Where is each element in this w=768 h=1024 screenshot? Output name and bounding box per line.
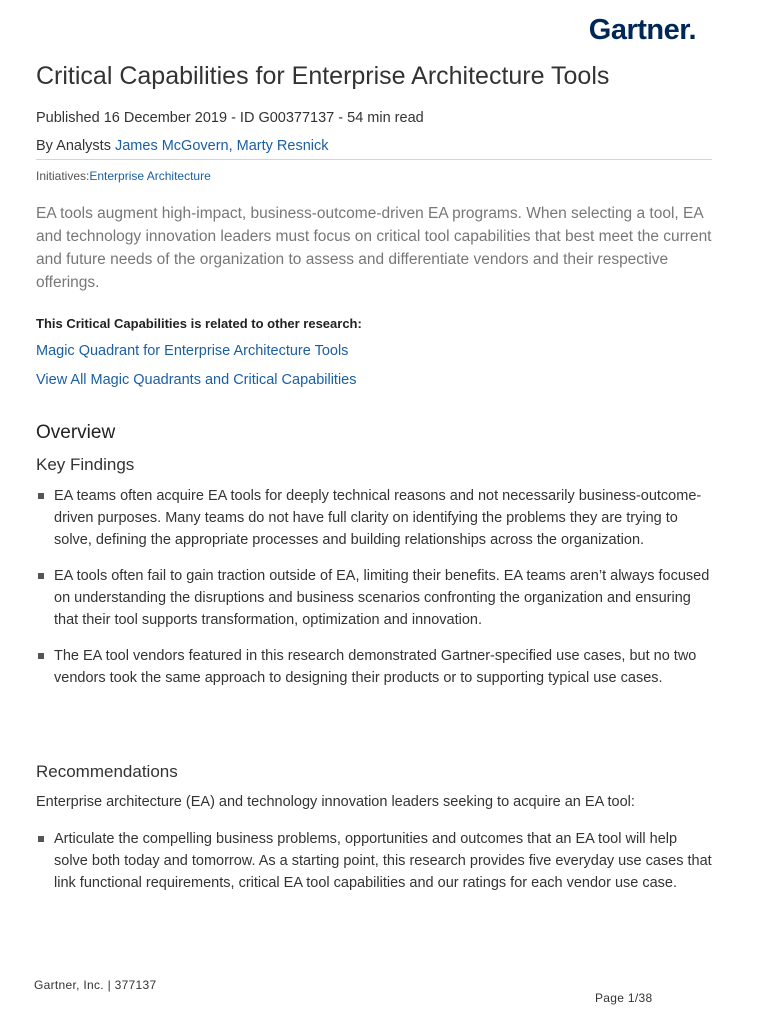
recommendations-heading: Recommendations bbox=[36, 762, 178, 781]
recommendations-intro: Enterprise architecture (EA) and technology innovation leaders seeking to acquire an EA tool: bbox=[36, 794, 635, 810]
finding-text: The EA tool vendors featured in this research demonstrated Gartner-specified use cases, but no two vendors took the same approach to designing their products or to supporting typical use cases. bbox=[54, 648, 697, 686]
footer-company: Gartner, Inc. | 377137 bbox=[34, 978, 157, 992]
initiatives-label: Initiatives: bbox=[36, 169, 90, 183]
key-findings-heading: Key Findings bbox=[36, 455, 135, 474]
footer-page-number: Page 1/38 bbox=[595, 991, 653, 1005]
bullet-square-icon bbox=[38, 573, 44, 579]
bullet-square-icon bbox=[38, 653, 44, 659]
analysts-prefix: By Analysts bbox=[36, 138, 115, 154]
finding-text: EA tools often fail to gain traction outside of EA, limiting their benefits. EA teams aren’t always focused on understanding the disruptions and business scenarios confronting the organization and ensuring that their tool supports transformation, optimization and innovation. bbox=[54, 568, 710, 628]
analyst-names-link[interactable]: James McGovern, Marty Resnick bbox=[114, 138, 329, 154]
overview-heading: Overview bbox=[36, 422, 116, 443]
list-item bbox=[36, 485, 712, 551]
analysts-line bbox=[36, 138, 329, 154]
initiatives-line bbox=[36, 169, 211, 183]
list-item bbox=[36, 828, 712, 894]
initiative-link[interactable]: Enterprise Architecture bbox=[89, 169, 211, 183]
logo-text: Gartner bbox=[588, 14, 689, 46]
magic-quadrant-link[interactable]: Magic Quadrant for Enterprise Architecture Tools bbox=[36, 343, 349, 359]
gartner-logo bbox=[589, 14, 696, 47]
summary-paragraph: EA tools augment high-impact, business-outcome-driven EA programs. When selecting a tool, EA and technology innovation leaders must focus on critical tool capabilities that best meet the current and future needs of the organization to assess and differentiate vendors and their respective offerings. bbox=[36, 205, 712, 291]
bullet-square-icon bbox=[38, 493, 44, 499]
recommendations-list bbox=[36, 828, 712, 908]
list-item bbox=[36, 645, 712, 689]
divider bbox=[36, 159, 712, 160]
bullet-square-icon bbox=[38, 836, 44, 842]
list-item bbox=[36, 565, 712, 631]
published-line: Published 16 December 2019 - ID G00377137 - 54 min read bbox=[36, 110, 424, 126]
page-title: Critical Capabilities for Enterprise Architecture Tools bbox=[36, 62, 610, 90]
recommendation-text: Articulate the compelling business problems, opportunities and outcomes that an EA tool will help solve both today and tomorrow. As a starting point, this research provides five everyday use cases that link functional requirements, critical EA tool capabilities and our ratings for each vendor use case. bbox=[54, 831, 712, 891]
view-all-link[interactable]: View All Magic Quadrants and Critical Capabilities bbox=[36, 372, 357, 388]
related-research-heading: This Critical Capabilities is related to other research: bbox=[36, 316, 362, 331]
logo-dot: . bbox=[688, 14, 696, 46]
finding-text: EA teams often acquire EA tools for deeply technical reasons and not necessarily business-outcome-driven purposes. Many teams do not have full clarity on identifying the problems they are trying to solve, defining the appropriate processes and building relationships across the organization. bbox=[54, 488, 702, 548]
key-findings-list bbox=[36, 485, 712, 703]
